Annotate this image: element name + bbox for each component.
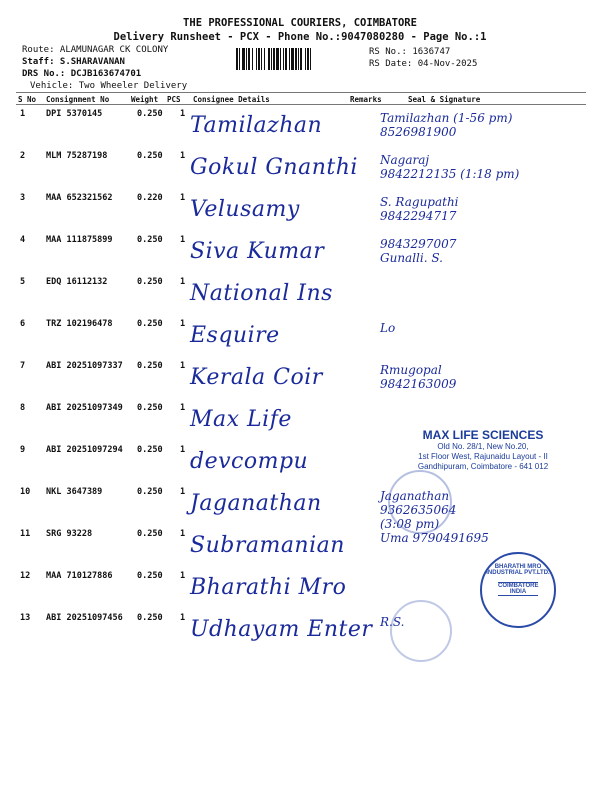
- row-weight: 0.250: [137, 613, 163, 623]
- table-row: [0, 485, 600, 531]
- table-row: [0, 191, 600, 233]
- row-pcs: 1: [180, 361, 186, 371]
- row-sno: 12: [20, 571, 31, 581]
- consignee-handwritten-name: Kerala Coir: [190, 365, 323, 390]
- recipient-signature: S. Ragupathi 9842294717: [380, 195, 459, 223]
- row-weight: 0.250: [137, 571, 163, 581]
- row-weight: 0.250: [137, 235, 163, 245]
- table-row: [0, 317, 600, 359]
- table-row: [0, 359, 600, 401]
- row-sno: 6: [20, 319, 26, 329]
- row-consignment-no: MAA 111875899: [46, 235, 113, 245]
- recipient-signature: Tamilazhan (1-56 pm) 8526981900: [380, 111, 513, 139]
- consignee-handwritten-name: devcompu: [190, 449, 309, 474]
- row-pcs: 1: [180, 109, 186, 119]
- recipient-signature: 9843297007 Gunalli. S.: [380, 237, 457, 265]
- consignee-handwritten-name: Max Life: [190, 407, 292, 432]
- row-weight: 0.250: [137, 403, 163, 413]
- row-consignment-no: TRZ 102196478: [46, 319, 113, 329]
- row-consignment-no: ABI 20251097349: [46, 403, 123, 413]
- staff-label: Staff: S.SHARAVANAN: [22, 57, 125, 67]
- row-consignment-no: DPI 5370145: [46, 109, 103, 119]
- row-pcs: 1: [180, 487, 186, 497]
- row-weight: 0.220: [137, 193, 163, 203]
- row-pcs: 1: [180, 403, 186, 413]
- recipient-signature: Lo: [380, 321, 396, 335]
- table-row: [0, 107, 600, 149]
- col-weight: Weight: [131, 95, 159, 104]
- row-weight: 0.250: [137, 529, 163, 539]
- row-pcs: 1: [180, 277, 186, 287]
- consignee-handwritten-name: Velusamy: [190, 197, 300, 222]
- stamp-line3: Gandhipuram, Coimbatore - 641 012: [417, 462, 549, 471]
- drs-number: DRS No.: DCJB163674701: [22, 69, 142, 79]
- recipient-signature: Nagaraj 9842212135 (1:18 pm): [380, 153, 520, 181]
- row-pcs: 1: [180, 529, 186, 539]
- row-consignment-no: EDQ 16112132: [46, 277, 108, 287]
- col-consignee: Consignee Details: [193, 95, 270, 104]
- vehicle-label: Vehicle: Two Wheeler Delivery: [30, 81, 188, 91]
- row-pcs: 1: [180, 571, 186, 581]
- seal-city: COIMBATORE INDIA: [498, 583, 539, 595]
- row-weight: 0.250: [137, 109, 163, 119]
- row-sno: 11: [20, 529, 31, 539]
- stamp-line1: Old No. 28/1, New No.20,: [437, 442, 529, 451]
- row-sno: 9: [20, 445, 26, 455]
- row-pcs: 1: [180, 193, 186, 203]
- row-consignment-no: ABI 20251097456: [46, 613, 123, 623]
- row-pcs: 1: [180, 445, 186, 455]
- table-row: [0, 233, 600, 275]
- recipient-signature: Rmugopal 9842163009: [380, 363, 457, 391]
- row-consignment-no: ABI 20251097294: [46, 445, 123, 455]
- row-pcs: 1: [180, 235, 186, 245]
- faint-seal-icon: [388, 470, 452, 534]
- rs-number: RS No.: 1636747: [369, 47, 451, 57]
- recipient-signature: Jaganathan 9362635064 (3:08 pm): [380, 489, 457, 531]
- consignee-handwritten-name: Jaganathan: [190, 491, 322, 516]
- col-seal: Seal & Signature: [408, 95, 481, 104]
- row-weight: 0.250: [137, 319, 163, 329]
- consignee-handwritten-name: Siva Kumar: [190, 239, 325, 264]
- row-weight: 0.250: [137, 361, 163, 371]
- col-pcs: PCS: [167, 95, 181, 104]
- barcode: [236, 48, 364, 70]
- row-consignment-no: MAA 652321562: [46, 193, 113, 203]
- row-weight: 0.250: [137, 445, 163, 455]
- consignee-handwritten-name: Gokul Gnanthi: [190, 155, 358, 180]
- faint-seal-icon-2: [390, 600, 452, 662]
- row-weight: 0.250: [137, 487, 163, 497]
- row-weight: 0.250: [137, 151, 163, 161]
- row-consignment-no: MAA 710127886: [46, 571, 113, 581]
- row-pcs: 1: [180, 151, 186, 161]
- row-sno: 1: [20, 109, 26, 119]
- stamp-line2: 1st Floor West, Rajunaidu Layout - II: [418, 452, 548, 461]
- row-weight: 0.250: [137, 277, 163, 287]
- row-sno: 4: [20, 235, 26, 245]
- consignee-handwritten-name: Tamilazhan: [190, 113, 323, 138]
- row-sno: 5: [20, 277, 26, 287]
- consignee-handwritten-name: Bharathi Mro: [190, 575, 347, 600]
- row-sno: 8: [20, 403, 26, 413]
- route-label: Route: ALAMUNAGAR CK COLONY: [22, 45, 169, 55]
- row-consignment-no: SRG 93228: [46, 529, 93, 539]
- barcode-bar: [311, 48, 313, 70]
- col-sno: S No: [18, 95, 37, 104]
- document-title: Delivery Runsheet - PCX - Phone No.:9047080280 - Page No.:1: [113, 31, 487, 43]
- recipient-signature: Uma 9790491695: [380, 531, 489, 545]
- row-consignment-no: NKL 3647389: [46, 487, 103, 497]
- col-consignment: Consignment No: [46, 95, 110, 104]
- table-row: [0, 149, 600, 191]
- rs-date: RS Date: 04-Nov-2025: [369, 59, 478, 69]
- row-sno: 2: [20, 151, 26, 161]
- header-top-rule: [16, 92, 586, 93]
- row-sno: 3: [20, 193, 26, 203]
- company-name: THE PROFESSIONAL COURIERS, COIMBATORE: [183, 17, 417, 29]
- col-remarks: Remarks: [350, 95, 382, 104]
- row-pcs: 1: [180, 613, 186, 623]
- consignee-handwritten-name: Subramanian: [190, 533, 345, 558]
- max-life-stamp: [378, 428, 588, 472]
- row-sno: 7: [20, 361, 26, 371]
- row-sno: 13: [20, 613, 31, 623]
- recipient-signature: R.S.: [380, 615, 405, 629]
- bharathi-mro-seal: [480, 552, 556, 628]
- row-sno: 10: [20, 487, 31, 497]
- table-row: [0, 275, 600, 317]
- row-pcs: 1: [180, 319, 186, 329]
- consignee-handwritten-name: Esquire: [190, 323, 280, 348]
- stamp-company: MAX LIFE SCIENCES: [422, 428, 544, 442]
- row-consignment-no: ABI 20251097337: [46, 361, 123, 371]
- header-bottom-rule: [16, 104, 586, 105]
- row-consignment-no: MLM 75287198: [46, 151, 108, 161]
- seal-company: BHARATHI MRO INDUSTRIAL PVT.LTD.: [486, 564, 550, 576]
- consignee-handwritten-name: National Ins: [190, 281, 333, 306]
- consignee-handwritten-name: Udhayam Enter: [190, 617, 373, 642]
